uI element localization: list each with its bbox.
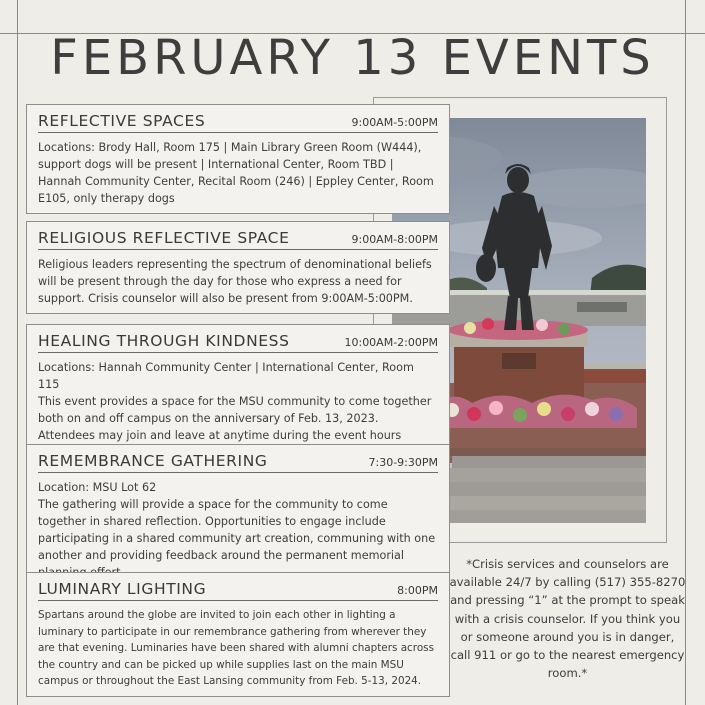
- event-location: Location: MSU Lot 62: [38, 481, 157, 494]
- event-header: [38, 229, 438, 250]
- event-title: REMEMBRANCE GATHERING: [38, 452, 268, 470]
- event-time: 7:30-9:30PM: [368, 456, 438, 469]
- event-title: RELIGIOUS REFLECTIVE SPACE: [38, 229, 290, 247]
- event-card-religious-reflective-space: [26, 221, 450, 314]
- event-header: [38, 452, 438, 473]
- event-card-reflective-spaces: [26, 104, 450, 214]
- event-location: Locations: Hannah Community Center | International Center, Room 115: [38, 361, 414, 391]
- event-header: [38, 332, 438, 353]
- event-description: Spartans around the globe are invited to join each other in lighting a luminary to participate in our remembrance gathering from wherever they are that evening. Luminaries have been shared with alumni chapters across the country and can be picked up while supplies last on the main MSU campus or throughout the East Lansing community from Feb. 5-13, 2024.: [38, 609, 435, 687]
- event-card-healing-through-kindness: [26, 324, 450, 451]
- event-description: Religious leaders representing the spectrum of denominational beliefs will be present through the day for those who express a need for support. Crisis counselor will also be present from 9:00AM-5:00PM.: [38, 258, 432, 305]
- event-time: 9:00AM-5:00PM: [351, 116, 438, 129]
- event-description: The gathering will provide a space for the community to come together in shared reflection. Opportunities to engage include participating in a shared community art creation, communing with one another and providing feedback around the permanent memorial: [38, 498, 436, 562]
- event-description: Locations: Brody Hall, Room 175 | Main Library Green Room (W444), support dogs will be present | International Center, Room TBD | Hannah Community Center, Recital Room (246) | Eppley Center, Room E105, only therapy dogs: [38, 141, 434, 205]
- event-time: 8:00PM: [397, 584, 438, 597]
- event-time: 10:00AM-2:00PM: [344, 336, 438, 349]
- event-time: 9:00AM-8:00PM: [351, 233, 438, 246]
- event-title: REFLECTIVE SPACES: [38, 112, 206, 130]
- event-card-luminary-lighting: [26, 572, 450, 697]
- crisis-note: *Crisis services and counselors are available 24/7 by calling (517) 355-8270 and pressing “1” at the prompt to speak with a crisis counselor. If you think you or someone around you is in danger, call 911 or go to the nearest emergency room.*: [449, 557, 686, 681]
- event-header: [38, 580, 438, 601]
- event-card-remembrance-gathering: [26, 444, 450, 588]
- event-description: This event provides a space for the MSU community to come together both on and off campus on the anniversary of Feb. 13, 2023. Attendees may join and leave at anytime during the event hours: [38, 395, 432, 442]
- event-header: [38, 112, 438, 133]
- guide-line-left: [17, 0, 18, 705]
- event-title: HEALING THROUGH KINDNESS: [38, 332, 290, 350]
- page-title: FEBRUARY 13 EVENTS: [50, 30, 655, 86]
- event-title: LUMINARY LIGHTING: [38, 580, 207, 598]
